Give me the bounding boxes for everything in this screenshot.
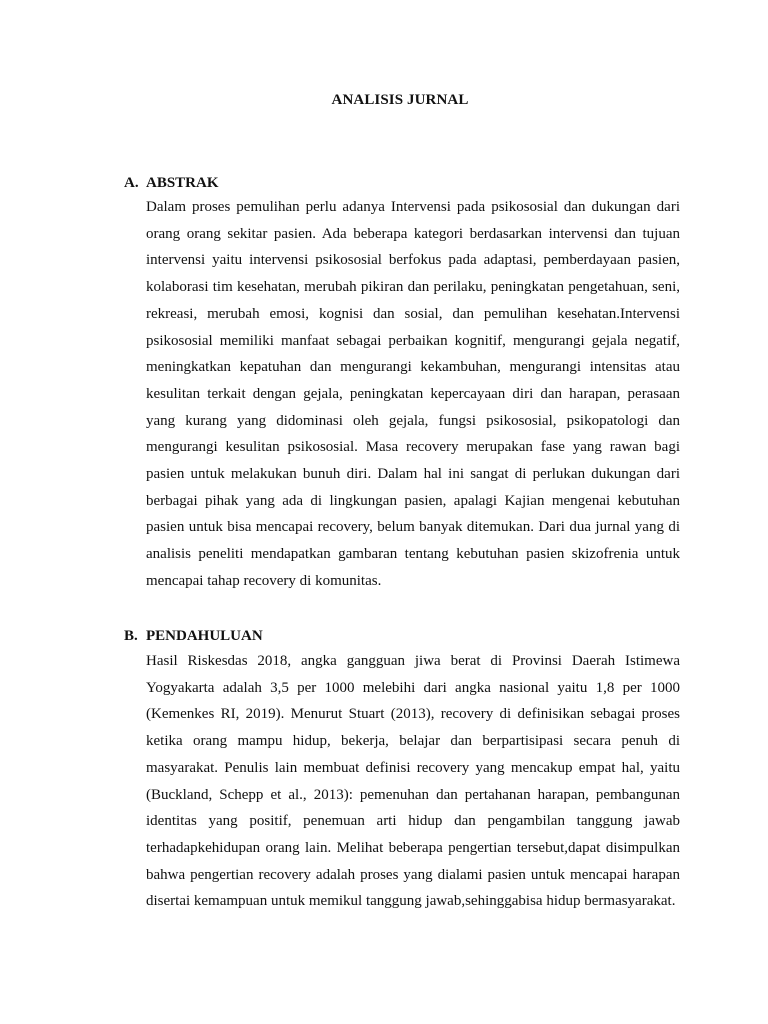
section-abstrak [124, 172, 680, 595]
section-body: Hasil Riskesdas 2018, angka gangguan jiwa berat di Provinsi Daerah Istimewa Yogyakarta adalah 3,5 per 1000 melebihi dari angka nasional yaitu 1,8 per 1000 (Kemenkes RI, 2019). Menurut Stuart (2013), recovery di definisikan sebagai proses ketika orang mampu hidup, bekerja, belajar dan berpartisipasi secara penuh di masyarakat. Penulis lain membuat definisi recovery yang mencakup empat hal, yaitu (Buckland, Schepp et al., 2013): pemenuhan dan pertahanan harapan, pembangunan identitas yang positif, penemuan arti hidup dan pengambilan tanggung jawab terhadapkehidupan orang lain. Melihat beberapa pengertian tersebut,dapat disimpulkan bahwa pengertian recovery adalah proses yang dialami pasien untuk mencapai harapan disertai kemampuan untuk memikul tanggung jawab,sehinggabisa hidup bermasyarakat. [146, 653, 680, 910]
section-heading-text: ABSTRAK [146, 175, 219, 191]
section-letter: B. [124, 628, 138, 644]
section-letter: A. [124, 175, 139, 191]
section-heading-text: PENDAHULUAN [146, 628, 263, 644]
section-pendahuluan [124, 625, 680, 915]
section-body: Dalam proses pemulihan perlu adanya Intervensi pada psikososial dan dukungan dari orang orang sekitar pasien. Ada beberapa kategori berdasarkan intervensi dan tujuan intervensi yaitu intervensi psikososial berfokus pada adaptasi, pemberdayaan pasien, kolaborasi tim kesehatan, merubah pikiran dan perilaku, peningkatan pengetahuan, seni, rekreasi, merubah emosi, kognisi dan sosial, dan pemulihan kesehatan.Intervensi psikososial memiliki manfaat sebagai perbaikan kognitif, mengurangi gejala negatif, meningkatkan kepatuhan dan mengurangi kekambuhan, mengurangi intensitas atau kesulitan terkait dengan gejala, peningkatan kepercayaan diri dan harapan, perasaan yang kurang yang didominasi oleh gejala, fungsi psikososial, psikopatologi dan mengurangi kesulitan psikososial. Masa recovery merupakan fase yang rawan bagi pasien untuk melakukan bunuh diri. Dalam hal ini sangat di perlukan dukungan dari berbagai pihak yang ada di lingkungan pasien, apalagi Kajian mengenai kebutuhan pasien untuk bisa mencapai recovery, belum banyak ditemukan. Dari dua jurnal yang di analisis peneliti mendapatkan gambaran tentang kebutuhan pasien skizofrenia untuk mencapai tahap recovery di komunitas. [146, 199, 680, 589]
section-heading [124, 172, 680, 194]
document-title: ANALISIS JURNAL [331, 92, 469, 108]
section-heading [124, 625, 680, 647]
